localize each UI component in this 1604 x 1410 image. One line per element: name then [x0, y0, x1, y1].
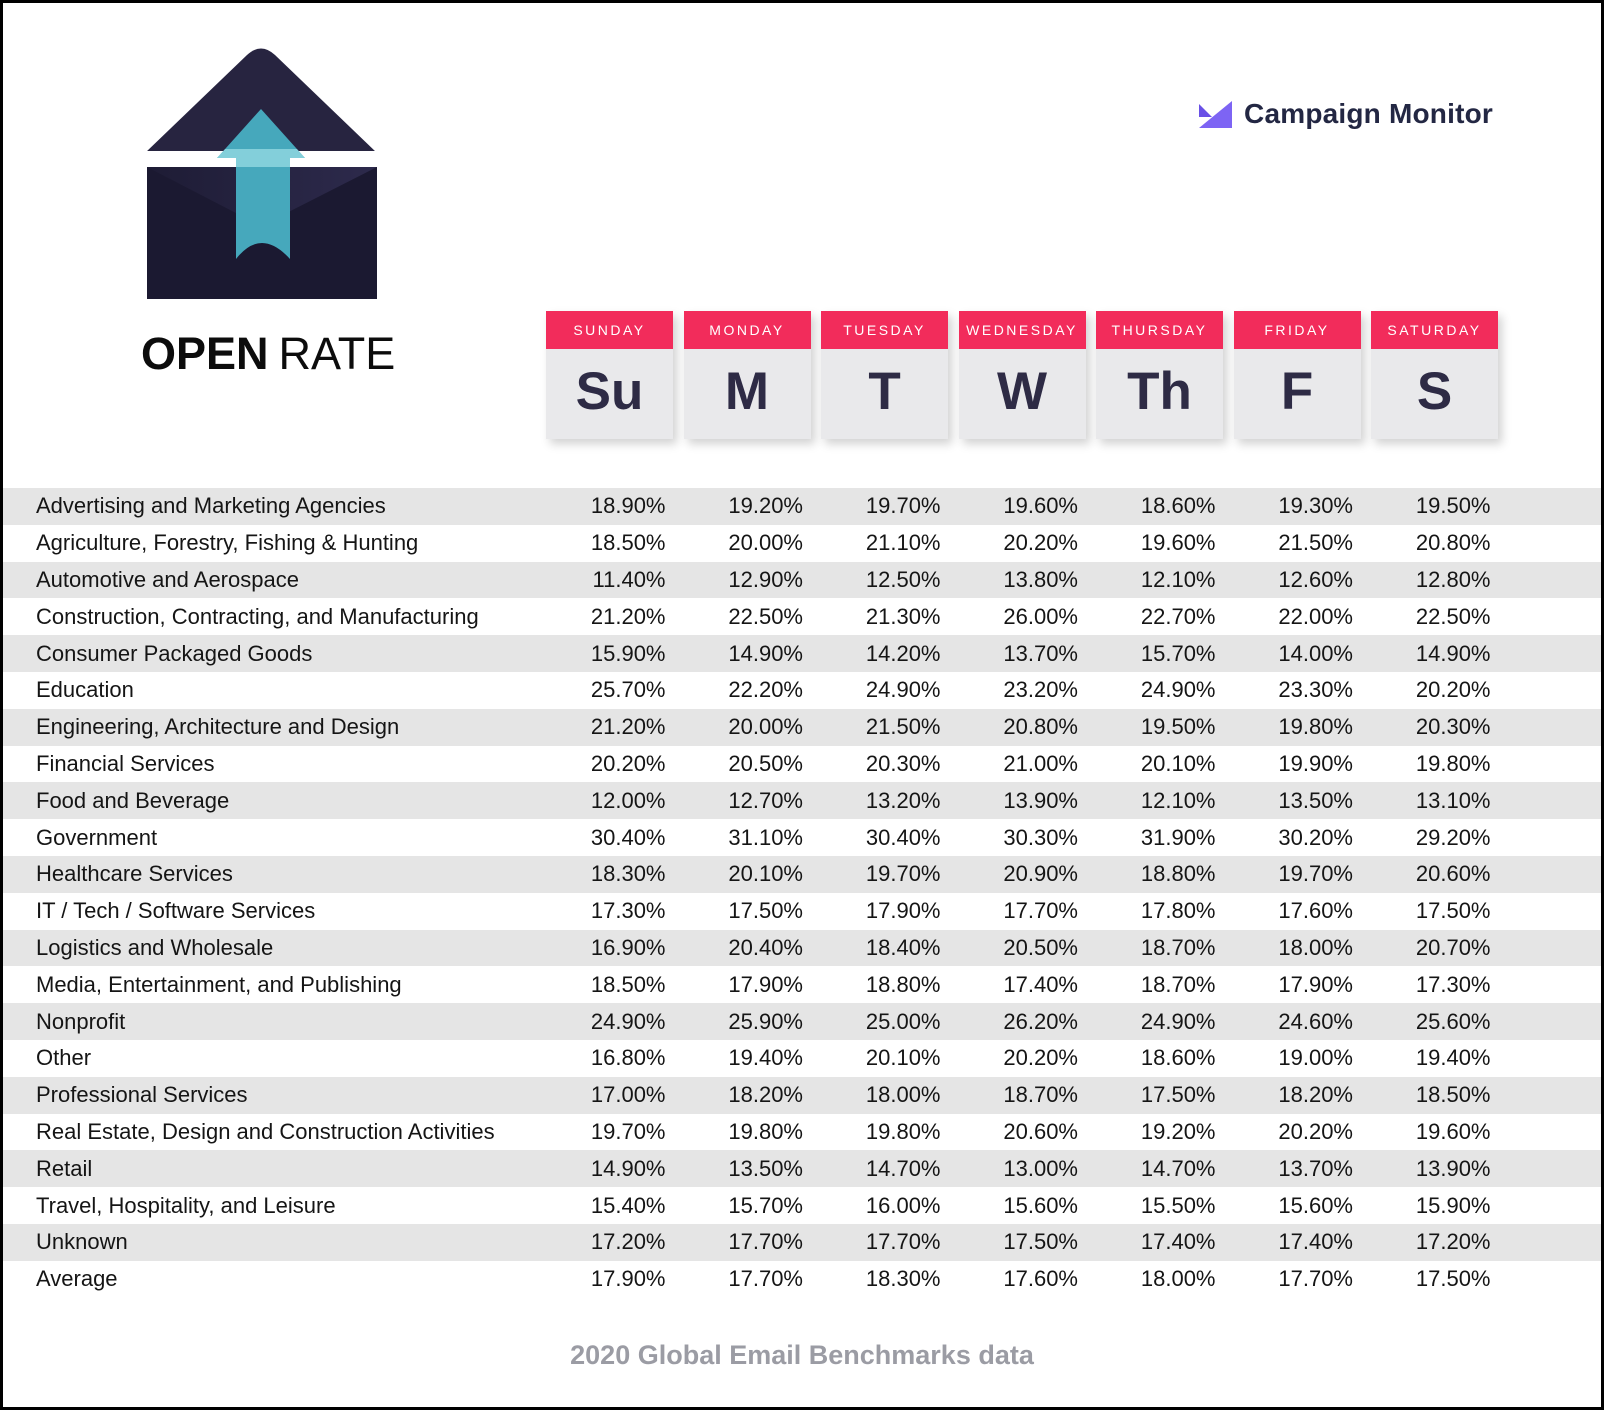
rate-cell-thursday: 31.90% — [1140, 824, 1216, 850]
day-tile-abbr: S — [1371, 349, 1498, 439]
rate-cell-friday: 17.70% — [1278, 1266, 1353, 1292]
rate-cell-thursday: 17.50% — [1140, 1082, 1216, 1108]
rate-cell-sunday: 25.70% — [590, 677, 666, 703]
rate-cell-thursday: 19.60% — [1140, 530, 1216, 556]
industry-label: Government — [36, 824, 158, 850]
rate-cell-saturday: 20.60% — [1415, 861, 1491, 887]
industry-label: Agriculture, Forestry, Fishing & Hunting — [36, 530, 419, 556]
industry-label: Financial Services — [36, 750, 215, 776]
table-row — [3, 1040, 1601, 1077]
rate-cell-thursday: 14.70% — [1140, 1155, 1216, 1181]
rate-cell-sunday: 17.30% — [590, 898, 666, 924]
rate-cell-friday: 13.50% — [1278, 787, 1353, 813]
rate-cell-tuesday: 19.70% — [865, 861, 941, 887]
day-tile-label: FRIDAY — [1234, 311, 1361, 349]
rate-cell-wednesday: 17.60% — [1003, 1266, 1078, 1292]
rate-cell-monday: 20.00% — [728, 530, 803, 556]
rate-cell-monday: 20.10% — [728, 861, 803, 887]
day-tile — [1371, 311, 1498, 439]
rate-cell-saturday: 19.40% — [1415, 1045, 1491, 1071]
rate-cell-tuesday: 12.50% — [865, 566, 941, 592]
rate-cell-friday: 17.60% — [1278, 898, 1353, 924]
rate-cell-wednesday: 17.70% — [1003, 898, 1078, 924]
industry-label: Food and Beverage — [36, 787, 230, 813]
table-row — [3, 562, 1601, 599]
industry-label: Average — [36, 1266, 118, 1292]
day-tiles-row — [546, 311, 1509, 439]
rate-cell-wednesday: 20.90% — [1003, 861, 1078, 887]
rate-cell-thursday: 18.70% — [1140, 934, 1216, 960]
rate-cell-sunday: 17.20% — [590, 1229, 666, 1255]
day-tile — [684, 311, 811, 439]
rate-cell-wednesday: 13.80% — [1003, 566, 1078, 592]
rate-cell-monday: 12.70% — [728, 787, 803, 813]
rate-cell-wednesday: 30.30% — [1003, 824, 1078, 850]
rate-cell-monday: 22.50% — [728, 603, 803, 629]
rate-cell-monday: 19.40% — [728, 1045, 803, 1071]
rate-cell-friday: 18.20% — [1278, 1082, 1353, 1108]
rate-cell-saturday: 19.60% — [1415, 1118, 1491, 1144]
rate-cell-tuesday: 16.00% — [865, 1192, 941, 1218]
table-row — [3, 1261, 1601, 1298]
rate-cell-monday: 13.50% — [728, 1155, 803, 1181]
rate-cell-sunday: 21.20% — [590, 714, 666, 740]
rate-cell-saturday: 18.50% — [1415, 1082, 1491, 1108]
rate-cell-monday: 19.20% — [728, 493, 803, 519]
page-title — [141, 328, 396, 380]
rate-cell-sunday: 18.50% — [590, 530, 666, 556]
rate-cell-tuesday: 24.90% — [865, 677, 941, 703]
rate-cell-monday: 17.50% — [728, 898, 803, 924]
day-tile-slot — [684, 311, 822, 439]
rate-cell-tuesday: 21.30% — [865, 603, 941, 629]
rate-cell-tuesday: 21.50% — [865, 714, 941, 740]
rate-cell-friday: 12.60% — [1278, 566, 1353, 592]
rate-cell-thursday: 15.50% — [1140, 1192, 1216, 1218]
rate-cell-tuesday: 18.00% — [865, 1082, 941, 1108]
industry-label: Education — [36, 677, 134, 703]
rate-cell-tuesday: 18.40% — [865, 934, 941, 960]
rate-cell-tuesday: 19.70% — [865, 493, 941, 519]
rate-cell-saturday: 13.10% — [1415, 787, 1491, 813]
rate-cell-sunday: 18.30% — [590, 861, 666, 887]
rate-cell-saturday: 13.90% — [1415, 1155, 1491, 1181]
rate-cell-thursday: 22.70% — [1140, 603, 1216, 629]
rate-cell-friday: 15.60% — [1278, 1192, 1353, 1218]
table-row — [3, 672, 1601, 709]
table-row — [3, 1150, 1601, 1187]
rate-cell-wednesday: 18.70% — [1003, 1082, 1078, 1108]
rate-cell-friday: 17.40% — [1278, 1229, 1353, 1255]
rate-cell-monday: 12.90% — [728, 566, 803, 592]
rate-cell-friday: 22.00% — [1278, 603, 1353, 629]
footer-caption: 2020 Global Email Benchmarks data — [570, 1340, 1034, 1370]
rate-cell-friday: 19.90% — [1278, 750, 1353, 776]
rate-cell-monday: 20.40% — [728, 934, 803, 960]
day-tile — [1096, 311, 1223, 439]
rate-cell-saturday: 17.50% — [1415, 898, 1491, 924]
day-tile-slot — [959, 311, 1097, 439]
rate-cell-monday: 18.20% — [728, 1082, 803, 1108]
rate-cell-sunday: 14.90% — [590, 1155, 666, 1181]
industry-label: Advertising and Marketing Agencies — [36, 493, 386, 519]
rate-cell-tuesday: 20.30% — [865, 750, 941, 776]
day-tile-abbr: W — [959, 349, 1086, 439]
rate-cell-thursday: 12.10% — [1140, 787, 1216, 813]
table-row — [3, 598, 1601, 635]
day-tile-slot — [546, 311, 684, 439]
rate-cell-wednesday: 20.50% — [1003, 934, 1078, 960]
rate-cell-monday: 20.50% — [728, 750, 803, 776]
rate-cell-sunday: 15.90% — [590, 640, 666, 666]
rate-cell-wednesday: 20.20% — [1003, 1045, 1078, 1071]
rate-cell-wednesday: 13.70% — [1003, 640, 1078, 666]
day-tile-slot — [1096, 311, 1234, 439]
rate-cell-saturday: 12.80% — [1415, 566, 1491, 592]
rate-cell-saturday: 14.90% — [1415, 640, 1491, 666]
rate-cell-wednesday: 20.80% — [1003, 714, 1078, 740]
rate-cell-saturday: 25.60% — [1415, 1008, 1491, 1034]
industry-label: Real Estate, Design and Construction Activities — [36, 1118, 495, 1144]
day-tile-abbr: M — [684, 349, 811, 439]
rate-cell-wednesday: 13.90% — [1003, 787, 1078, 813]
table-row — [3, 635, 1601, 672]
industry-label: Engineering, Architecture and Design — [36, 714, 400, 740]
industry-label: Professional Services — [36, 1082, 248, 1108]
day-tile-slot — [1371, 311, 1509, 439]
table-row — [3, 893, 1601, 930]
day-tile-label: TUESDAY — [821, 311, 948, 349]
rate-cell-thursday: 24.90% — [1140, 677, 1216, 703]
day-tile-abbr: F — [1234, 349, 1361, 439]
day-tile-label: SATURDAY — [1371, 311, 1498, 349]
rate-cell-saturday: 17.20% — [1415, 1229, 1491, 1255]
rate-cell-sunday: 15.40% — [590, 1192, 666, 1218]
rate-cell-friday: 14.00% — [1278, 640, 1353, 666]
rate-cell-tuesday: 18.30% — [865, 1266, 941, 1292]
rate-cell-thursday: 15.70% — [1140, 640, 1216, 666]
rate-cell-thursday: 18.70% — [1140, 971, 1216, 997]
rate-cell-friday: 20.20% — [1278, 1118, 1353, 1144]
industry-label: Consumer Packaged Goods — [36, 640, 313, 666]
rate-cell-monday: 15.70% — [728, 1192, 803, 1218]
rate-cell-tuesday: 13.20% — [865, 787, 941, 813]
table-row — [3, 1077, 1601, 1114]
rate-cell-thursday: 19.20% — [1140, 1118, 1216, 1144]
table-row — [3, 1187, 1601, 1224]
rate-cell-friday: 17.90% — [1278, 971, 1353, 997]
rate-cell-tuesday: 14.20% — [865, 640, 941, 666]
rate-cell-sunday: 24.90% — [590, 1008, 666, 1034]
day-tile-abbr: T — [821, 349, 948, 439]
rate-cell-saturday: 29.20% — [1415, 824, 1491, 850]
rate-cell-sunday: 17.90% — [590, 1266, 666, 1292]
rate-cell-friday: 23.30% — [1278, 677, 1353, 703]
rate-cell-wednesday: 26.20% — [1003, 1008, 1078, 1034]
rate-cell-saturday: 19.80% — [1415, 750, 1491, 776]
rate-cell-wednesday: 19.60% — [1003, 493, 1078, 519]
rate-cell-monday: 17.90% — [728, 971, 803, 997]
rate-cell-tuesday: 20.10% — [865, 1045, 941, 1071]
industry-label: Other — [36, 1045, 92, 1071]
table-row — [3, 856, 1601, 893]
rate-cell-friday: 18.00% — [1278, 934, 1353, 960]
table-row — [3, 1003, 1601, 1040]
table-row — [3, 782, 1601, 819]
page-title-open: OPEN — [141, 328, 269, 379]
rate-cell-thursday: 18.80% — [1140, 861, 1216, 887]
industry-label: Construction, Contracting, and Manufacturing — [36, 603, 479, 629]
industry-label: Automotive and Aerospace — [36, 566, 299, 592]
rate-cell-sunday: 17.00% — [590, 1082, 666, 1108]
rate-cell-wednesday: 13.00% — [1003, 1155, 1078, 1181]
rate-cell-sunday: 21.20% — [590, 603, 666, 629]
rate-cell-thursday: 17.40% — [1140, 1229, 1216, 1255]
day-tile — [546, 311, 673, 439]
campaign-monitor-icon — [1199, 101, 1232, 128]
open-rate-table — [3, 488, 1601, 1298]
table-row — [3, 930, 1601, 967]
rate-cell-friday: 19.00% — [1278, 1045, 1353, 1071]
table-row — [3, 1224, 1601, 1261]
industry-label: IT / Tech / Software Services — [36, 898, 316, 924]
industry-label: Unknown — [36, 1229, 128, 1255]
day-tile — [821, 311, 948, 439]
rate-cell-thursday: 17.80% — [1140, 898, 1216, 924]
industry-label: Retail — [36, 1155, 93, 1181]
industry-label: Logistics and Wholesale — [36, 934, 274, 960]
rate-cell-saturday: 19.50% — [1415, 493, 1491, 519]
rate-cell-sunday: 30.40% — [590, 824, 666, 850]
table-row — [3, 819, 1601, 856]
day-tile-label: THURSDAY — [1096, 311, 1223, 349]
rate-cell-monday: 14.90% — [728, 640, 803, 666]
rate-cell-monday: 17.70% — [728, 1229, 803, 1255]
rate-cell-friday: 19.30% — [1278, 493, 1353, 519]
rate-cell-wednesday: 17.40% — [1003, 971, 1078, 997]
rate-cell-friday: 19.80% — [1278, 714, 1353, 740]
day-tile-abbr: Th — [1096, 349, 1223, 439]
rate-cell-thursday: 18.00% — [1140, 1266, 1216, 1292]
rate-cell-sunday: 18.50% — [590, 971, 666, 997]
rate-cell-wednesday: 17.50% — [1003, 1229, 1078, 1255]
rate-cell-saturday: 20.20% — [1415, 677, 1491, 703]
rate-cell-thursday: 18.60% — [1140, 1045, 1216, 1071]
rate-cell-tuesday: 17.90% — [865, 898, 941, 924]
rate-cell-tuesday: 19.80% — [865, 1118, 941, 1144]
rate-cell-thursday: 18.60% — [1140, 493, 1216, 519]
rate-cell-saturday: 20.30% — [1415, 714, 1491, 740]
rate-cell-wednesday: 20.20% — [1003, 530, 1078, 556]
rate-cell-monday: 31.10% — [728, 824, 803, 850]
industry-label: Media, Entertainment, and Publishing — [36, 971, 402, 997]
rate-cell-friday: 24.60% — [1278, 1008, 1353, 1034]
rate-cell-sunday: 16.80% — [590, 1045, 666, 1071]
rate-cell-friday: 30.20% — [1278, 824, 1353, 850]
rate-cell-friday: 19.70% — [1278, 861, 1353, 887]
rate-cell-monday: 17.70% — [728, 1266, 803, 1292]
day-tile-label: WEDNESDAY — [959, 311, 1086, 349]
table-row — [3, 966, 1601, 1003]
table-row — [3, 709, 1601, 746]
industry-label: Travel, Hospitality, and Leisure — [36, 1192, 336, 1218]
open-rate-logo — [141, 39, 396, 380]
rate-cell-wednesday: 23.20% — [1003, 677, 1078, 703]
rate-cell-sunday: 20.20% — [590, 750, 666, 776]
rate-cell-tuesday: 18.80% — [865, 971, 941, 997]
rate-cell-wednesday: 26.00% — [1003, 603, 1078, 629]
table-row — [3, 525, 1601, 562]
rate-cell-tuesday: 17.70% — [865, 1229, 941, 1255]
rate-cell-thursday: 19.50% — [1140, 714, 1216, 740]
rate-cell-wednesday: 21.00% — [1003, 750, 1078, 776]
rate-cell-wednesday: 20.60% — [1003, 1118, 1078, 1144]
rate-cell-friday: 21.50% — [1278, 530, 1353, 556]
rate-cell-thursday: 20.10% — [1140, 750, 1216, 776]
rate-cell-saturday: 15.90% — [1415, 1192, 1491, 1218]
day-tile-slot — [1234, 311, 1372, 439]
rate-cell-monday: 19.80% — [728, 1118, 803, 1144]
rate-cell-saturday: 20.70% — [1415, 934, 1491, 960]
rate-cell-sunday: 19.70% — [590, 1118, 666, 1144]
rate-cell-monday: 20.00% — [728, 714, 803, 740]
industry-label: Healthcare Services — [36, 861, 233, 887]
table-row — [3, 488, 1601, 525]
rate-cell-sunday: 12.00% — [590, 787, 666, 813]
rate-cell-saturday: 17.30% — [1415, 971, 1491, 997]
day-tile — [959, 311, 1086, 439]
rate-cell-friday: 13.70% — [1278, 1155, 1353, 1181]
table-row — [3, 746, 1601, 783]
page-title-rate: RATE — [278, 328, 396, 379]
rate-cell-sunday: 11.40% — [592, 566, 666, 592]
rate-cell-thursday: 12.10% — [1140, 566, 1216, 592]
industry-label: Nonprofit — [36, 1008, 126, 1034]
rate-cell-monday: 22.20% — [728, 677, 803, 703]
campaign-monitor-logo — [1199, 98, 1493, 130]
rate-cell-monday: 25.90% — [728, 1008, 803, 1034]
day-tile-label: MONDAY — [684, 311, 811, 349]
rate-cell-wednesday: 15.60% — [1003, 1192, 1078, 1218]
rate-cell-saturday: 20.80% — [1415, 530, 1491, 556]
table-row — [3, 1114, 1601, 1151]
rate-cell-tuesday: 21.10% — [865, 530, 941, 556]
open-envelope-arrow-icon — [141, 39, 381, 301]
rate-cell-saturday: 22.50% — [1415, 603, 1491, 629]
rate-cell-tuesday: 14.70% — [865, 1155, 941, 1181]
day-tile-abbr: Su — [546, 349, 673, 439]
rate-cell-thursday: 24.90% — [1140, 1008, 1216, 1034]
rate-cell-sunday: 16.90% — [590, 934, 666, 960]
brand-name: Campaign Monitor — [1244, 98, 1493, 129]
day-tile — [1234, 311, 1361, 439]
day-tile-label: SUNDAY — [546, 311, 673, 349]
rate-cell-sunday: 18.90% — [590, 493, 666, 519]
rate-cell-tuesday: 30.40% — [865, 824, 941, 850]
day-tile-slot — [821, 311, 959, 439]
rate-cell-tuesday: 25.00% — [865, 1008, 941, 1034]
rate-cell-saturday: 17.50% — [1415, 1266, 1491, 1292]
